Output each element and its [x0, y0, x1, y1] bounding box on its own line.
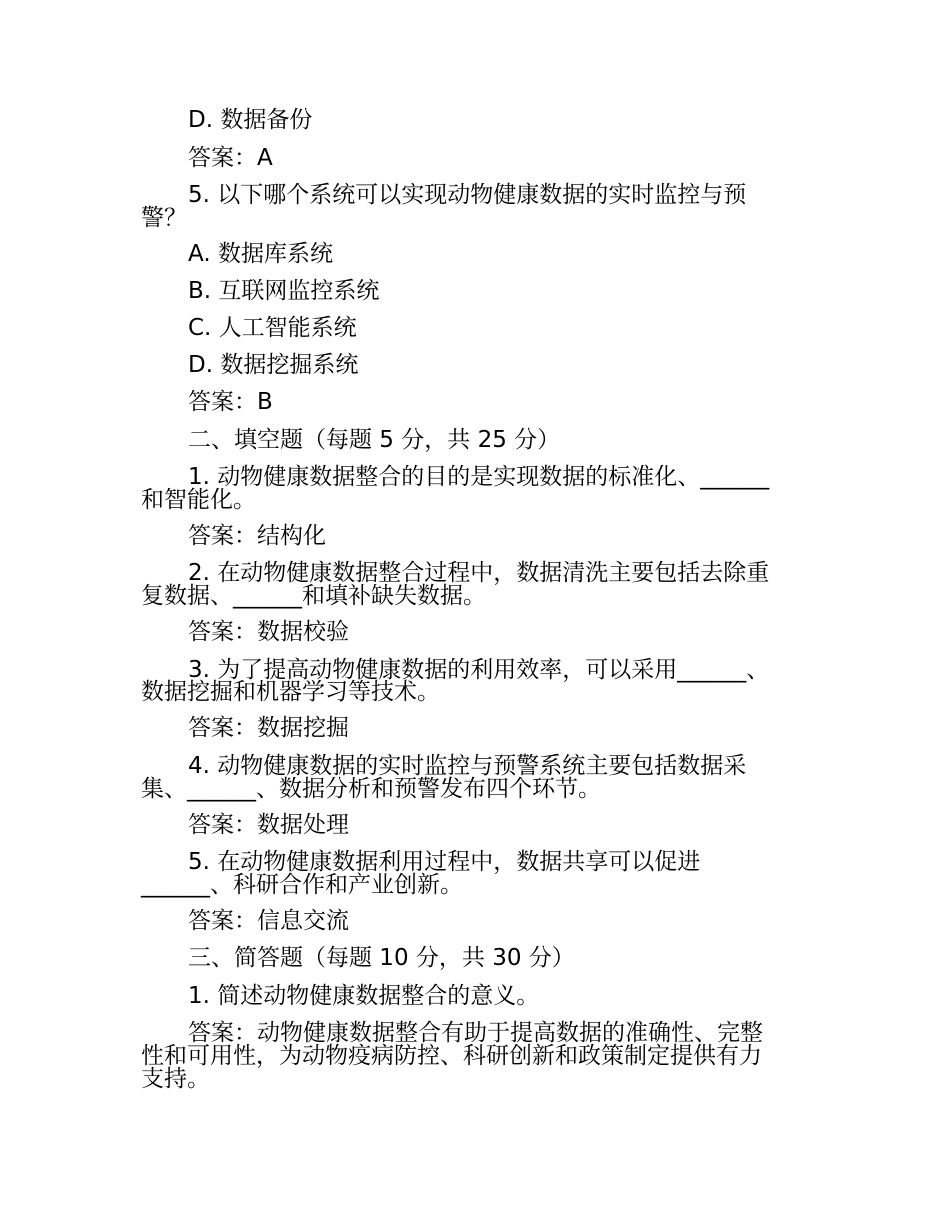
fill-question-2-line-1: 2. 在动物健康数据整合过程中，数据清洗主要包括去除重: [188, 560, 770, 586]
fill-answer-1: 答案：结构化: [188, 523, 326, 549]
fill-answer-5: 答案：信息交流: [188, 908, 349, 934]
fill-question-4-line-2: 集、______、数据分析和预警发布四个环节。: [141, 776, 601, 802]
fill-question-5-line-1: 5. 在动物健康数据利用过程中，数据共享可以促进: [188, 849, 701, 875]
answer-q4: 答案：A: [188, 145, 273, 171]
fill-question-1-line-2: 和智能化。: [141, 487, 256, 513]
short-question-1: 1. 简述动物健康数据整合的意义。: [188, 983, 540, 1009]
fill-answer-2: 答案：数据校验: [188, 619, 349, 645]
question-5-line-1: 5. 以下哪个系统可以实现动物健康数据的实时监控与预: [188, 182, 747, 208]
question-5-line-2: 警？: [141, 205, 187, 231]
fill-question-3-line-1: 3. 为了提高动物健康数据的利用效率，可以采用______、: [188, 657, 770, 683]
option-d-q4: D. 数据备份: [188, 107, 313, 133]
fill-answer-3: 答案：数据挖掘: [188, 715, 349, 741]
short-answer-1-line-2: 性和可用性，为动物疫病防控、科研创新和政策制定提供有力: [141, 1043, 762, 1069]
option-b-q5: B. 互联网监控系统: [188, 278, 380, 304]
option-d-q5: D. 数据挖掘系统: [188, 352, 359, 378]
section-heading-fill-in: 二、填空题（每题 5 分，共 25 分）: [188, 427, 561, 453]
fill-question-2-line-2: 复数据、______和填补缺失数据。: [141, 583, 486, 609]
option-a-q5: A. 数据库系统: [188, 241, 333, 267]
fill-question-5-line-2: ______、科研合作和产业创新。: [141, 872, 463, 898]
section-heading-short-answer: 三、简答题（每题 10 分，共 30 分）: [188, 945, 575, 971]
fill-answer-4: 答案：数据处理: [188, 812, 349, 838]
fill-question-4-line-1: 4. 动物健康数据的实时监控与预警系统主要包括数据采: [188, 753, 747, 779]
fill-question-3-line-2: 数据挖掘和机器学习等技术。: [141, 679, 440, 705]
option-c-q5: C. 人工智能系统: [188, 315, 357, 341]
short-answer-1-line-1: 答案：动物健康数据整合有助于提高数据的准确性、完整: [188, 1020, 763, 1046]
fill-question-1-line-1: 1. 动物健康数据整合的目的是实现数据的标准化、______: [188, 464, 770, 490]
short-answer-1-line-3: 支持。: [141, 1066, 210, 1092]
answer-q5: 答案：B: [188, 389, 273, 415]
